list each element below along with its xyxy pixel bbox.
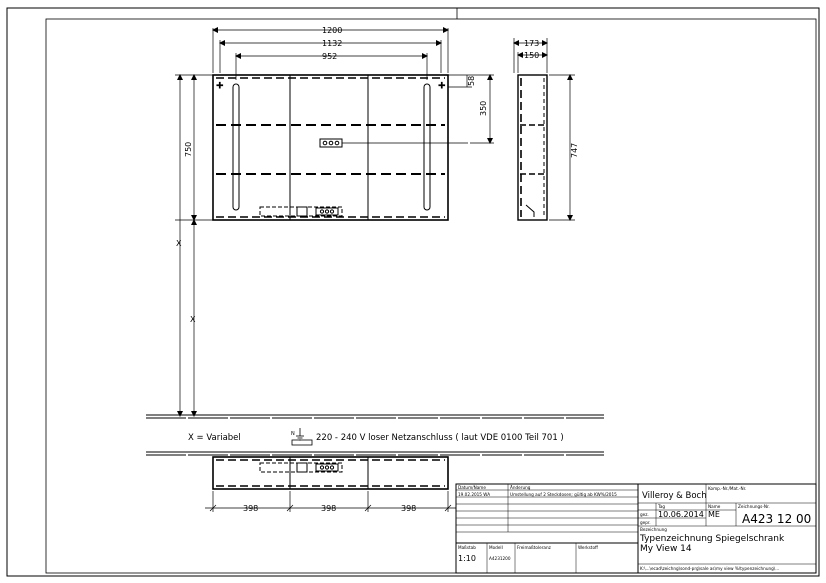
- tb-model-label: Modell: [489, 545, 503, 550]
- tb-drawn-label: gez.: [640, 512, 649, 517]
- tb-scale-label: Maßstab: [458, 545, 476, 550]
- dim-58: 58: [467, 75, 476, 86]
- tb-title-line-1: Typenzeichnung Spiegelschrank: [640, 534, 785, 544]
- tb-checked-label: gepr.: [640, 520, 651, 525]
- power-supply-icon: [292, 428, 312, 445]
- variable-note: X = Variabel: [188, 433, 241, 443]
- tb-model: A4231200: [489, 556, 511, 561]
- dim-1132: 1132: [322, 39, 343, 48]
- power-n-label: N: [291, 431, 295, 437]
- tb-file-path: K:\...\ecad\zeichng\sond-prg\sale as\my view %\typenzeichnung\...: [640, 566, 780, 571]
- tb-date-name-label: Datum/Name: [458, 485, 486, 490]
- dim-747: 747: [570, 142, 579, 158]
- tb-company: Villeroy & Boch: [642, 491, 707, 501]
- tb-drawn-name: ME: [708, 510, 720, 519]
- dim-x-1: X: [176, 239, 182, 248]
- tb-drawing-no-label: Zeichnungs-Nr.: [738, 504, 770, 509]
- led-strip-left: [233, 84, 239, 210]
- socket-icon: [320, 139, 468, 147]
- tb-day-label: Tag: [658, 504, 666, 509]
- svg-text:+: +: [216, 81, 224, 91]
- dim-150: 150: [524, 51, 540, 60]
- plan-view: [213, 457, 448, 489]
- tb-tolerance-label: Freimaßtoleranz: [517, 545, 551, 550]
- dim-173: 173: [524, 39, 540, 48]
- tb-designation-label: Bezeichnung: [640, 527, 667, 532]
- tb-komp-label: Komp.-Nr./Mat.-Nr.: [708, 486, 747, 491]
- dim-350: 350: [479, 100, 488, 116]
- tb-material-label: Werkstoff: [578, 545, 598, 550]
- dim-952: 952: [322, 52, 338, 61]
- tb-drawing-number: A423 12 00: [742, 512, 812, 526]
- dim-1200: 1200: [322, 26, 343, 35]
- dim-398-2: 398: [321, 504, 337, 513]
- tb-drawn-date: 10.06.2014: [658, 510, 704, 519]
- dim-x-2: X: [190, 315, 196, 324]
- tb-change-label: Änderung: [510, 485, 531, 490]
- led-strip-right: [424, 84, 430, 210]
- power-supply-note: 220 - 240 V loser Netzanschluss ( laut VDE 0100 Teil 701 ): [316, 433, 564, 443]
- side-view: [518, 75, 547, 220]
- tb-name-label: Name: [708, 504, 721, 509]
- tb-scale: 1:10: [458, 554, 476, 563]
- dim-398-3: 398: [401, 504, 417, 513]
- svg-text:+: +: [438, 81, 446, 91]
- dim-398-1: 398: [243, 504, 259, 513]
- tb-revision-text: Umstellung auf 2 Steckdosen; gültig ab KW%/2015: [510, 492, 617, 497]
- dim-750: 750: [184, 141, 193, 157]
- tb-title-line-2: My View 14: [640, 544, 692, 554]
- tb-revision-date: 19.02.2015 WA: [458, 492, 491, 497]
